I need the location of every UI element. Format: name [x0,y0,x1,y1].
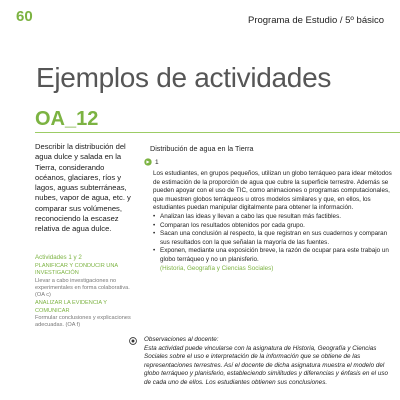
activity-marker-icon [144,158,152,166]
skill-detail: Formular conclusiones y explicaciones adecuadas. (OA f) [35,315,131,329]
activity-step: • Comparan los resultados obtenidos por cada grupo. [153,222,393,231]
skill-title: PLANIFICAR Y CONDUCIR UNA INVESTIGACIÓN [35,263,118,277]
crosslink-subject: (Historia, Geografía y Ciencias Sociales) [160,264,274,272]
page-number: 60 [16,8,33,25]
oa-description: Describir la distribución del agua dulce y salada en la Tierra, considerando océanos, glaciares, ríos y lagos, aguas subterráneas, nubes, vapor de agua, etc. y comparar sus volúmenes, reconociendo la escasez relativa de agua dulce. [35,142,131,234]
activity-number: 1 [155,159,159,166]
activity-steps [153,213,393,265]
oa-divider [35,132,400,133]
skill-item [35,300,135,329]
skill-detail: Llevar a cabo investigaciones no experimentales en forma colaborativa. (OA c) [35,277,130,299]
activity-step: • Sacan una conclusión al respecto, la que registran en sus cuadernos y comparan sus resultados con la que señalan la mayoría de las fuentes. [153,230,393,247]
activity-body [153,170,393,273]
observations-heading: Observaciones al docente: [144,336,219,343]
skill-item [35,263,135,299]
activity-title: Distribución de agua en la Tierra [150,144,254,153]
skill-title: ANALIZAR LA EVIDENCIA Y COMUNICAR [35,300,107,314]
observation-icon [129,337,137,345]
skills-sidebar [35,254,135,330]
activity-step: • Exponen, mediante una exposición breve, la razón de ocupar para este trabajo un globo terráqueo y no un planisferio. [153,247,393,264]
skills-heading: Actividades 1 y 2 [35,254,82,261]
running-header: Programa de Estudio / 5º básico [247,15,384,26]
observations-text: Esta actividad puede vincularse con la asignatura de Historia, Geografía y Ciencias Sociales sobre el uso e interpretación de la información que se obtiene de las representaciones terrestres. Así el docente de dicha asignatura muestra el modelo del globo terráqueo y planisferio, estableciendo similitudes y diferencias y énfasis en el uso de cada uno de ellos. Los estudiantes obtienen sus conclusiones. [144,344,388,386]
activity-step: • Analizan las ideas y llevan a cabo las que resultan más factibles. [153,213,393,222]
observations-block [144,336,389,388]
page-title: Ejemplos de actividades [36,62,332,93]
oa-code: OA_12 [35,108,99,130]
activity-intro: Los estudiantes, en grupos pequeños, utilizan un globo terráqueo para idear métodos de estimación de la proporción de agua que cubre la superficie terrestre. Además se pueden apoyar con el uso de TIC, como animaciones o programas computacionales, que muestren globos terráqueos u otros modelos similares y que, en ellos, los estudiantes puedan manipular digitalmente para obtener la información. [153,170,392,212]
